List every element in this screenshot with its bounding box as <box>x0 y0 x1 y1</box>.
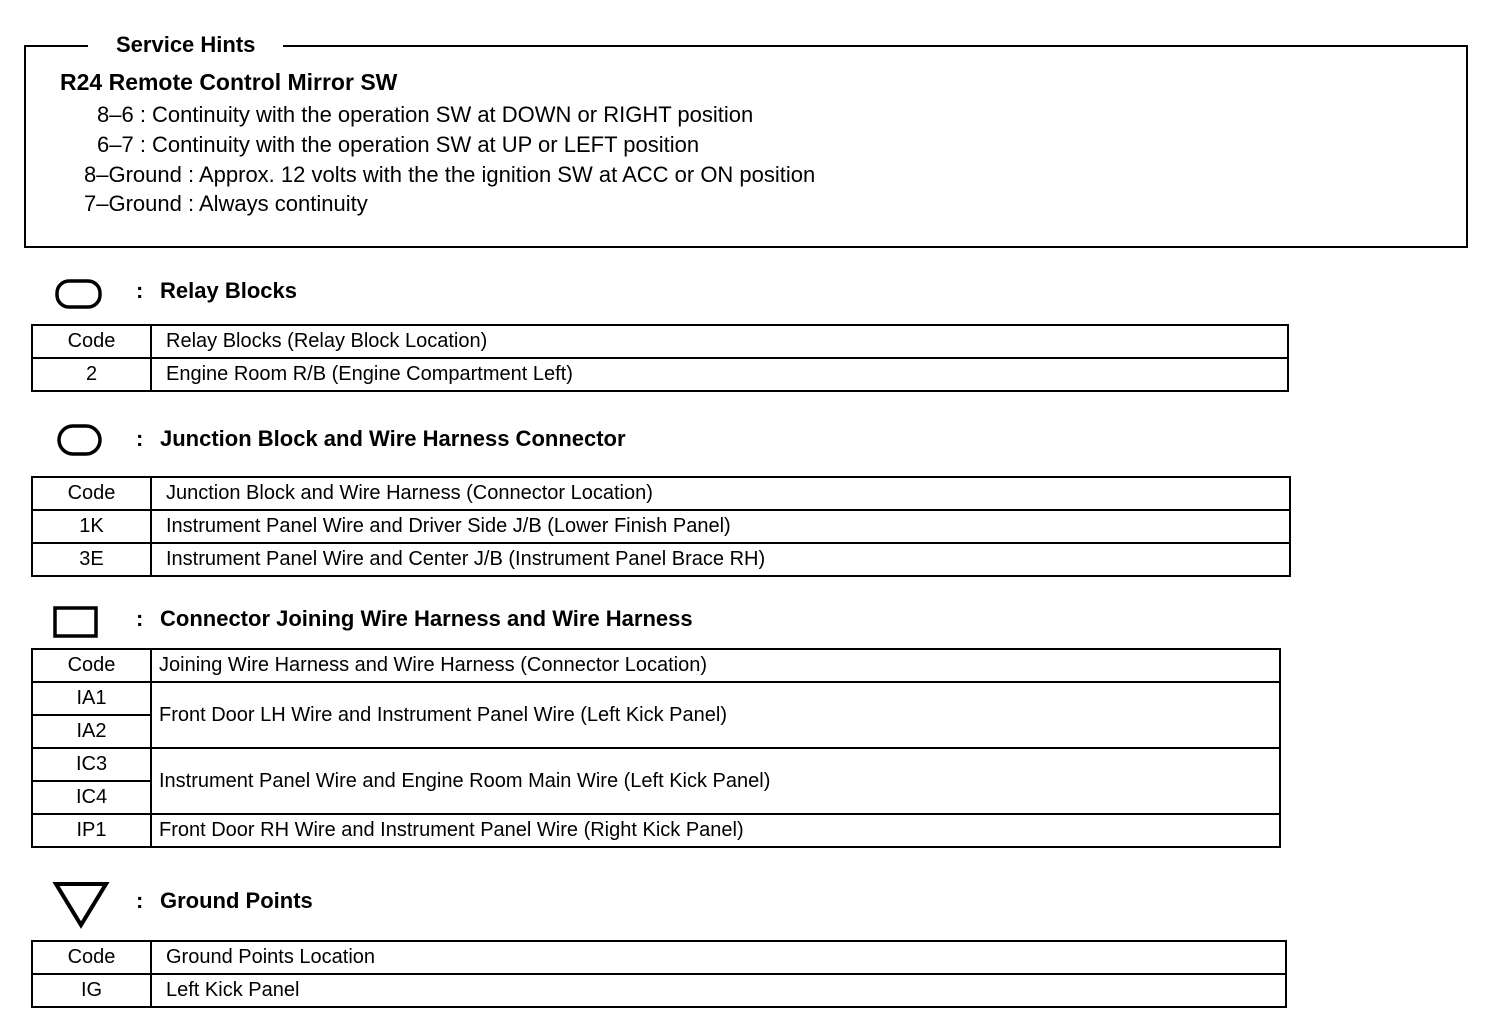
table-row <box>32 974 1286 1007</box>
section-title-ground-points: : Ground Points <box>136 888 313 913</box>
location-header: Junction Block and Wire Harness (Connector Location) <box>151 477 1290 510</box>
service-hints-heading: R24 Remote Control Mirror SW <box>60 69 398 95</box>
rectangle-icon <box>52 605 100 639</box>
table-row <box>32 682 1280 715</box>
location-cell: Front Door RH Wire and Instrument Panel Wire (Right Kick Panel) <box>151 814 1280 847</box>
code-header: Code <box>32 649 151 682</box>
code-header: Code <box>32 941 151 974</box>
code-header: Code <box>32 325 151 358</box>
code-cell: IP1 <box>32 814 151 847</box>
code-cell: IA1 <box>32 682 151 715</box>
junction-block-table <box>31 476 1291 577</box>
code-cell: IG <box>32 974 151 1007</box>
code-header: Code <box>32 477 151 510</box>
location-cell: Instrument Panel Wire and Center J/B (Instrument Panel Brace RH) <box>151 543 1290 576</box>
code-cell: IC3 <box>32 748 151 781</box>
rounded-oval-icon <box>54 278 104 310</box>
relay-blocks-table <box>31 324 1289 392</box>
location-cell: Instrument Panel Wire and Engine Room Main Wire (Left Kick Panel) <box>151 748 1280 814</box>
location-cell: Front Door LH Wire and Instrument Panel Wire (Left Kick Panel) <box>151 682 1280 748</box>
code-cell: IC4 <box>32 781 151 814</box>
hint-line: 8–6 : Continuity with the operation SW at DOWN or RIGHT position <box>97 102 754 127</box>
hint-line: 8–Ground : Approx. 12 volts with the the ignition SW at ACC or ON position <box>84 162 816 187</box>
table-row <box>32 748 1280 781</box>
ground-points-table <box>31 940 1287 1008</box>
section-title-junction-block: : Junction Block and Wire Harness Connector <box>136 426 626 451</box>
table-row <box>32 543 1290 576</box>
table-row <box>32 510 1290 543</box>
code-cell: 1K <box>32 510 151 543</box>
hint-line: 7–Ground : Always continuity <box>84 191 368 216</box>
table-header-row <box>32 649 1280 682</box>
triangle-down-icon <box>52 880 110 930</box>
code-cell: 3E <box>32 543 151 576</box>
section-title-connector-joining: : Connector Joining Wire Harness and Wire Harness <box>136 606 693 631</box>
connector-joining-table <box>31 648 1281 848</box>
location-cell: Instrument Panel Wire and Driver Side J/B (Lower Finish Panel) <box>151 510 1290 543</box>
section-title-relay-blocks: : Relay Blocks <box>136 278 297 303</box>
hint-line: 6–7 : Continuity with the operation SW at UP or LEFT position <box>97 132 700 157</box>
table-row <box>32 358 1288 391</box>
location-cell: Left Kick Panel <box>151 974 1286 1007</box>
location-header: Relay Blocks (Relay Block Location) <box>151 325 1288 358</box>
location-cell: Engine Room R/B (Engine Compartment Left) <box>151 358 1288 391</box>
code-cell: 2 <box>32 358 151 391</box>
location-header: Ground Points Location <box>151 941 1286 974</box>
table-header-row <box>32 477 1290 510</box>
location-header: Joining Wire Harness and Wire Harness (Connector Location) <box>151 649 1280 682</box>
service-hints-legend: Service Hints <box>88 31 283 59</box>
code-cell: IA2 <box>32 715 151 748</box>
table-header-row <box>32 941 1286 974</box>
table-row <box>32 814 1280 847</box>
oval-icon <box>56 423 104 457</box>
table-header-row <box>32 325 1288 358</box>
